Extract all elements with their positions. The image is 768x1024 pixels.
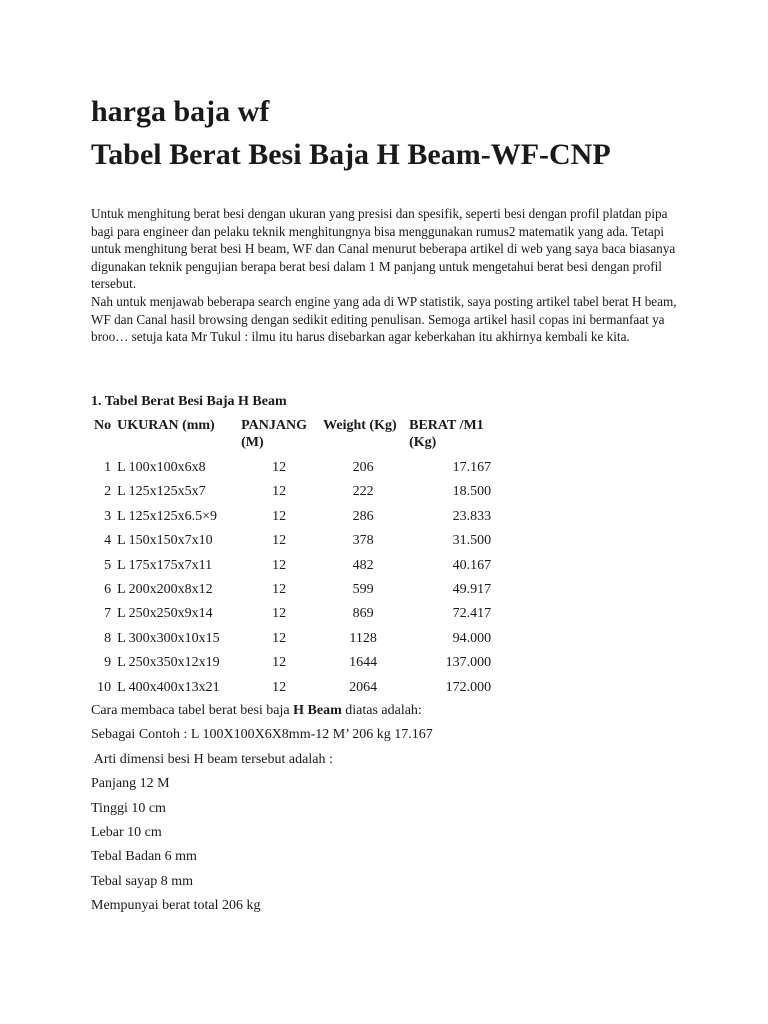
cell-ukuran: L 150x150x7x10 <box>117 533 213 549</box>
list-item: Tebal sayap 8 mm <box>91 873 194 889</box>
table-row <box>91 480 494 504</box>
header-ukuran: UKURAN (mm) <box>117 418 215 433</box>
cell-panjang: 12 <box>272 606 287 622</box>
cell-panjang: 12 <box>272 533 287 549</box>
cell-ukuran: L 400x400x13x21 <box>117 679 220 695</box>
reading-guide <box>91 699 433 919</box>
cell-ukuran: L 250x250x9x14 <box>117 606 213 622</box>
cell-weight: 599 <box>352 582 374 598</box>
table-header-row <box>91 418 494 456</box>
cell-ukuran: L 300x300x10x15 <box>117 630 220 646</box>
reading-meaning: Arti dimensi besi H beam tersebut adalah : <box>91 751 333 767</box>
cell-no: 3 <box>104 508 112 524</box>
table-row <box>91 578 494 602</box>
table-row <box>91 554 494 578</box>
table-row <box>91 529 494 553</box>
cell-berat: 23.833 <box>452 508 492 524</box>
cell-weight: 1644 <box>349 655 378 671</box>
cell-ukuran: L 175x175x7x11 <box>117 557 213 573</box>
cell-no: 8 <box>104 630 112 646</box>
cell-weight: 378 <box>352 533 374 549</box>
cell-panjang: 12 <box>272 655 287 671</box>
cell-no: 2 <box>104 484 112 500</box>
reading-intro <box>91 699 433 723</box>
cell-berat: 18.500 <box>452 484 492 500</box>
cell-no: 1 <box>104 460 112 475</box>
cell-no: 6 <box>104 582 112 598</box>
list-item: Mempunyai berat total 206 kg <box>91 898 261 914</box>
cell-berat: 172.000 <box>445 679 492 695</box>
cell-weight: 206 <box>352 460 374 475</box>
cell-ukuran: L 200x200x8x12 <box>117 582 213 598</box>
header-weight: Weight (Kg) <box>323 418 397 433</box>
cell-panjang: 12 <box>272 582 287 598</box>
cell-panjang: 12 <box>272 630 287 646</box>
cell-panjang: 12 <box>272 508 287 524</box>
table-row <box>91 602 494 626</box>
cell-panjang: 12 <box>272 460 287 475</box>
table-row <box>91 676 494 700</box>
header-panjang: PANJANG (M) <box>241 418 307 450</box>
cell-ukuran: L 250x350x12x19 <box>117 655 220 671</box>
cell-ukuran: L 125x125x5x7 <box>117 484 206 500</box>
intro-paragraph-2: Nah untuk menjawab beberapa search engine yang ada di WP statistik, saya posting artikel tabel berat H beam, WF dan Canal hasil browsing dengan sedikit editing penulisan. Semoga artikel hasil copas ini bermanfaat ya broo… setuja kata Mr Tukul : ilmu itu harus disebarkan agar keberkahan itu akhirnya kembali ke kita. <box>91 293 677 345</box>
cell-berat: 31.500 <box>452 533 492 549</box>
cell-ukuran: L 125x125x6.5×9 <box>117 508 218 524</box>
cell-weight: 482 <box>352 557 374 573</box>
list-item: Lebar 10 cm <box>91 824 162 840</box>
intro-paragraph-1: Untuk menghitung berat besi dengan ukuran yang presisi dan spesifik, seperti besi dengan profil platdan pipa bagi para engineer dan pelaku teknik menghitungnya bisa menggunakan rumus2 matematik yang ada. Tetapi untuk menghitung berat besi H beam, WF dan Canal menurut beberapa artikel di web yang saya baca biasanya digunakan teknik pengujian berapa berat besi dalam 1 M panjang untuk mengetahui berat besi dengan profil tersebut. <box>91 206 676 292</box>
cell-no: 9 <box>104 655 112 671</box>
table-row <box>91 456 494 480</box>
intro-text <box>91 205 691 346</box>
cell-weight: 1128 <box>349 630 377 646</box>
reading-intro-post: diatas adalah: <box>341 703 422 718</box>
cell-no: 5 <box>104 557 112 573</box>
cell-berat: 94.000 <box>452 630 492 646</box>
list-item: Tebal Badan 6 mm <box>91 849 197 865</box>
cell-berat: 137.000 <box>445 655 492 671</box>
cell-berat: 40.167 <box>452 557 492 573</box>
cell-ukuran: L 100x100x6x8 <box>117 460 206 475</box>
cell-weight: 286 <box>352 508 374 524</box>
table-row <box>91 651 494 675</box>
cell-weight: 869 <box>352 606 374 622</box>
section-title: 1. Tabel Berat Besi Baja H Beam <box>91 394 287 409</box>
cell-berat: 17.167 <box>452 460 492 475</box>
cell-panjang: 12 <box>272 484 287 500</box>
cell-no: 10 <box>97 679 112 695</box>
page-subtitle: Tabel Berat Besi Baja H Beam-WF-CNP <box>91 138 611 171</box>
table-row <box>91 505 494 529</box>
cell-weight: 222 <box>352 484 374 500</box>
reading-intro-bold: H Beam <box>293 703 342 718</box>
cell-panjang: 12 <box>272 557 287 573</box>
list-item: Panjang 12 M <box>91 776 170 792</box>
header-berat: BERAT /M1 (Kg) <box>409 418 484 450</box>
cell-no: 4 <box>104 533 112 549</box>
cell-berat: 72.417 <box>452 606 492 622</box>
cell-no: 7 <box>104 606 112 622</box>
cell-panjang: 12 <box>272 679 287 695</box>
cell-weight: 2064 <box>349 679 378 695</box>
header-no: No <box>94 418 112 433</box>
reading-example: Sebagai Contoh : L 100X100X6X8mm-12 M’ 206 kg 17.167 <box>91 727 433 743</box>
table-row <box>91 627 494 651</box>
list-item: Tinggi 10 cm <box>91 800 166 816</box>
reading-intro-pre: Cara membaca tabel berat besi baja <box>91 703 294 718</box>
cell-berat: 49.917 <box>452 582 492 598</box>
h-beam-weight-table <box>91 418 494 700</box>
page-title: harga baja wf <box>91 95 270 128</box>
